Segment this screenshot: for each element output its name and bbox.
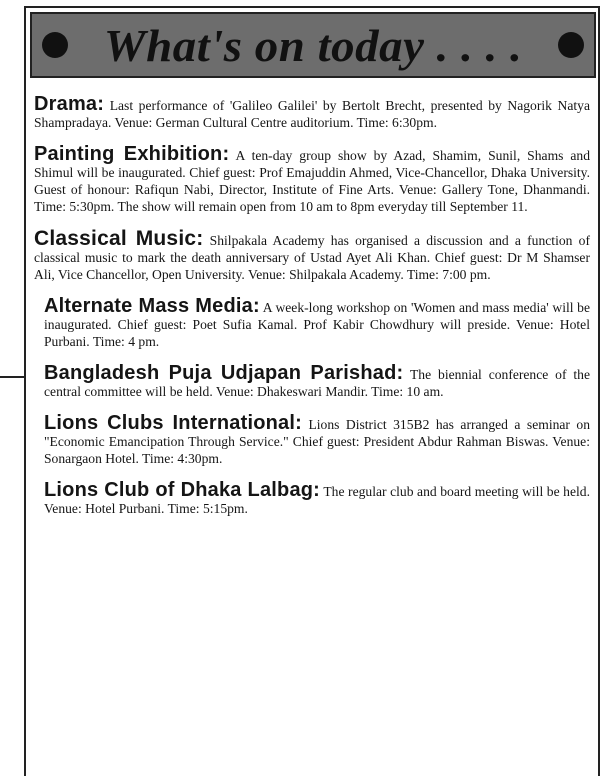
bullet-right-icon <box>558 32 584 58</box>
event-title: Drama: <box>34 93 105 115</box>
event-title: Lions Clubs International: <box>44 412 302 434</box>
page-title: What's on today . . . . <box>103 19 523 71</box>
event-description: A week-long workshop on 'Women and mass media' will be inaugurated. Chief guest: Poet Sufia Kamal. Prof Kabir Chowdhury will preside. Venue: Hotel Purbani. Time: 4 pm. <box>44 300 590 349</box>
event-description: The biennial conference of the central committee will be held. Venue: Dhakeswari Mandir. Time: 10 am. <box>44 367 590 399</box>
event-puja-udjapan-parishad <box>34 362 590 400</box>
margin-rule <box>0 376 26 378</box>
event-list <box>34 93 591 532</box>
event-description: A ten-day group show by Azad, Shamim, Sunil, Shams and Shimul will be inaugurated. Chief guest: Prof Emajuddin Ahmed, Vice-Chancellor, Dhaka University. Guest of honour: Rafiqun Nabi, Director, Institute of Fine Arts. Venue: Gallery Tone, Dhanmandi. Time: 5:30pm. The show will remain open from 10 am to 8pm everyday till September 11. <box>34 148 591 214</box>
event-painting-exhibition <box>34 143 591 215</box>
event-classical-music <box>34 227 590 283</box>
event-lions-club-dhaka-lalbag <box>34 479 590 517</box>
event-title: Lions Club of Dhaka Lalbag: <box>44 479 321 501</box>
event-title: Bangladesh Puja Udjapan Parishad: <box>44 362 404 384</box>
event-alternate-mass-media <box>34 295 590 350</box>
event-lions-clubs-international <box>34 412 591 467</box>
header-banner <box>30 12 596 78</box>
event-title: Painting Exhibition: <box>34 143 230 165</box>
event-description: Shilpakala Academy has organised a discussion and a function of classical music to mark the death anniversary of Ustad Ayet Ali Khan. Chief guest: Dr M Shamser Ali, Vice Chancellor, Open University. Venue: Shilpakala Academy. Time: 7:00 pm. <box>34 233 590 282</box>
event-description: Lions District 315B2 has arranged a seminar on "Economic Emancipation Through Service." Chief guest: President Abdur Rahman Biswas. Venue: Sonargaon Hotel. Time: 4:30pm. <box>44 417 591 466</box>
event-title: Classical Music: <box>34 227 204 250</box>
event-title: Alternate Mass Media: <box>44 295 260 317</box>
event-drama <box>34 93 590 131</box>
listing-column <box>24 6 600 776</box>
event-description: Last performance of 'Galileo Galilei' by Bertolt Brecht, presented by Nagorik Natya Shampradaya. Venue: German Cultural Centre auditorium. Time: 6:30pm. <box>34 98 590 130</box>
event-description: The regular club and board meeting will be held. Venue: Hotel Purbani. Time: 5:15pm. <box>44 484 590 516</box>
bullet-left-icon <box>42 32 68 58</box>
